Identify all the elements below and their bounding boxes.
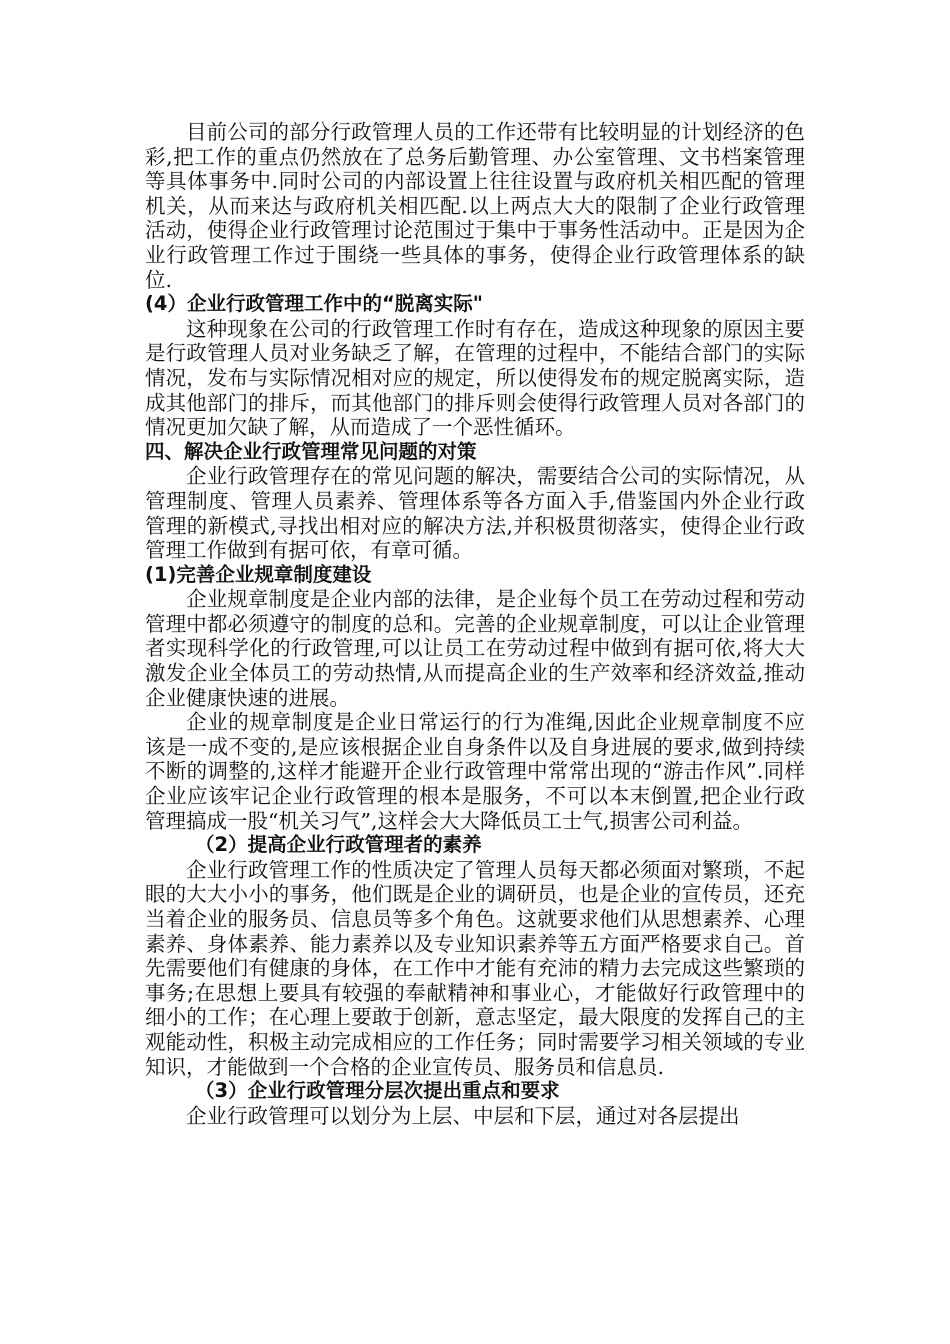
section-heading-countermeasures: 四、解决企业行政管理常见问题的对策	[145, 439, 477, 463]
heading-manager-quality: （2）提高企业行政管理者的素养	[195, 833, 482, 857]
paragraph-manager-quality: 企业行政管理工作的性质决定了管理人员每天都必须面对繁琐，不起眼的大大小小的事务，他们既是企业的调研员，也是企业的宣传员，还充当着企业的服务员、信息员等多个角色。这就要求他们从思想素养、心理素养、身体素养、能力素养以及专业知识素养等五方面严格要求自己。首先需要他们有健康的身体，在工作中才能有充沛的精力去完成这些繁琐的事务;在思想上要具有较强的奉献精神和事业心，才能做好行政管理中的细小的工作；在心理上要敢于创新，意志坚定，最大限度的发挥自己的主观能动性，积极主动完成相应的工作任务；同时需要学习相关领域的专业知识，才能做到一个合格的企业宣传员、服务员和信息员.	[145, 857, 805, 1079]
paragraph-planned-economy: 目前公司的部分行政管理人员的工作还带有比较明显的计划经济的色彩,把工作的重点仍然放在了总务后勤管理、办公室管理、文书档案管理等具体事务中.同时公司的内部设置上往往设置与政府机关相匹配的管理机关，从而来达与政府机关相匹配.以上两点大大的限制了企业行政管理活动，使得企业行政管理讨论范围过于集中于事务性活动中。正是因为企业行政管理工作过于围绕一些具体的事务，使得企业行政管理体系的缺位.	[145, 120, 805, 292]
document-body	[145, 120, 805, 1128]
paragraph-layered-requirements: 企业行政管理可以划分为上层、中层和下层，通过对各层提出	[186, 1103, 740, 1128]
paragraph-countermeasures-intro: 企业行政管理存在的常见问题的解决，需要结合公司的实际情况，从管理制度、管理人员素养、管理体系等各方面入手,借鉴国内外企业行政管理的新模式,寻找出相对应的解决方法,并积极贯彻落实，使得企业行政管理工作做到有据可依，有章可循。	[145, 464, 805, 563]
paragraph-rules-definition: 企业规章制度是企业内部的法律，是企业每个员工在劳动过程和劳动管理中都必须遵守的制度的总和。完善的企业规章制度，可以让企业管理者实现科学化的行政管理,可以让员工在劳动过程中做到有据可依,将大大激发企业全体员工的劳动热情,从而提高企业的生产效率和经济效益,推动企业健康快速的进展。	[145, 587, 805, 710]
paragraph-rules-adjustment: 企业的规章制度是企业日常运行的行为准绳,因此企业规章制度不应该是一成不变的,是应该根据企业自身条件以及自身进展的要求,做到持续不断的调整的,这样才能避开企业行政管理中常常出现的“游击作风”.同样企业应该牢记企业行政管理的根本是服务，不可以本末倒置,把企业行政管理搞成一股“机关习气”,这样会大大降低员工士气,损害公司利益。	[145, 710, 805, 833]
paragraph-detached-from-reality: 这种现象在公司的行政管理工作时有存在，造成这种现象的原因主要是行政管理人员对业务缺乏了解，在管理的过程中，不能结合部门的实际情况，发布与实际情况相对应的规定，所以使得发布的规定脱离实际，造成其他部门的排斥，而其他部门的排斥则会使得行政管理人员对各部门的情况更加欠缺了解，从而造成了一个恶性循环。	[145, 316, 805, 440]
heading-layered-requirements: （3）企业行政管理分层次提出重点和要求	[195, 1079, 560, 1103]
heading-detached-from-reality: (4）企业行政管理工作中的“脱离实际"	[145, 292, 483, 316]
heading-rules-system: (1)完善企业规章制度建设	[145, 562, 372, 586]
